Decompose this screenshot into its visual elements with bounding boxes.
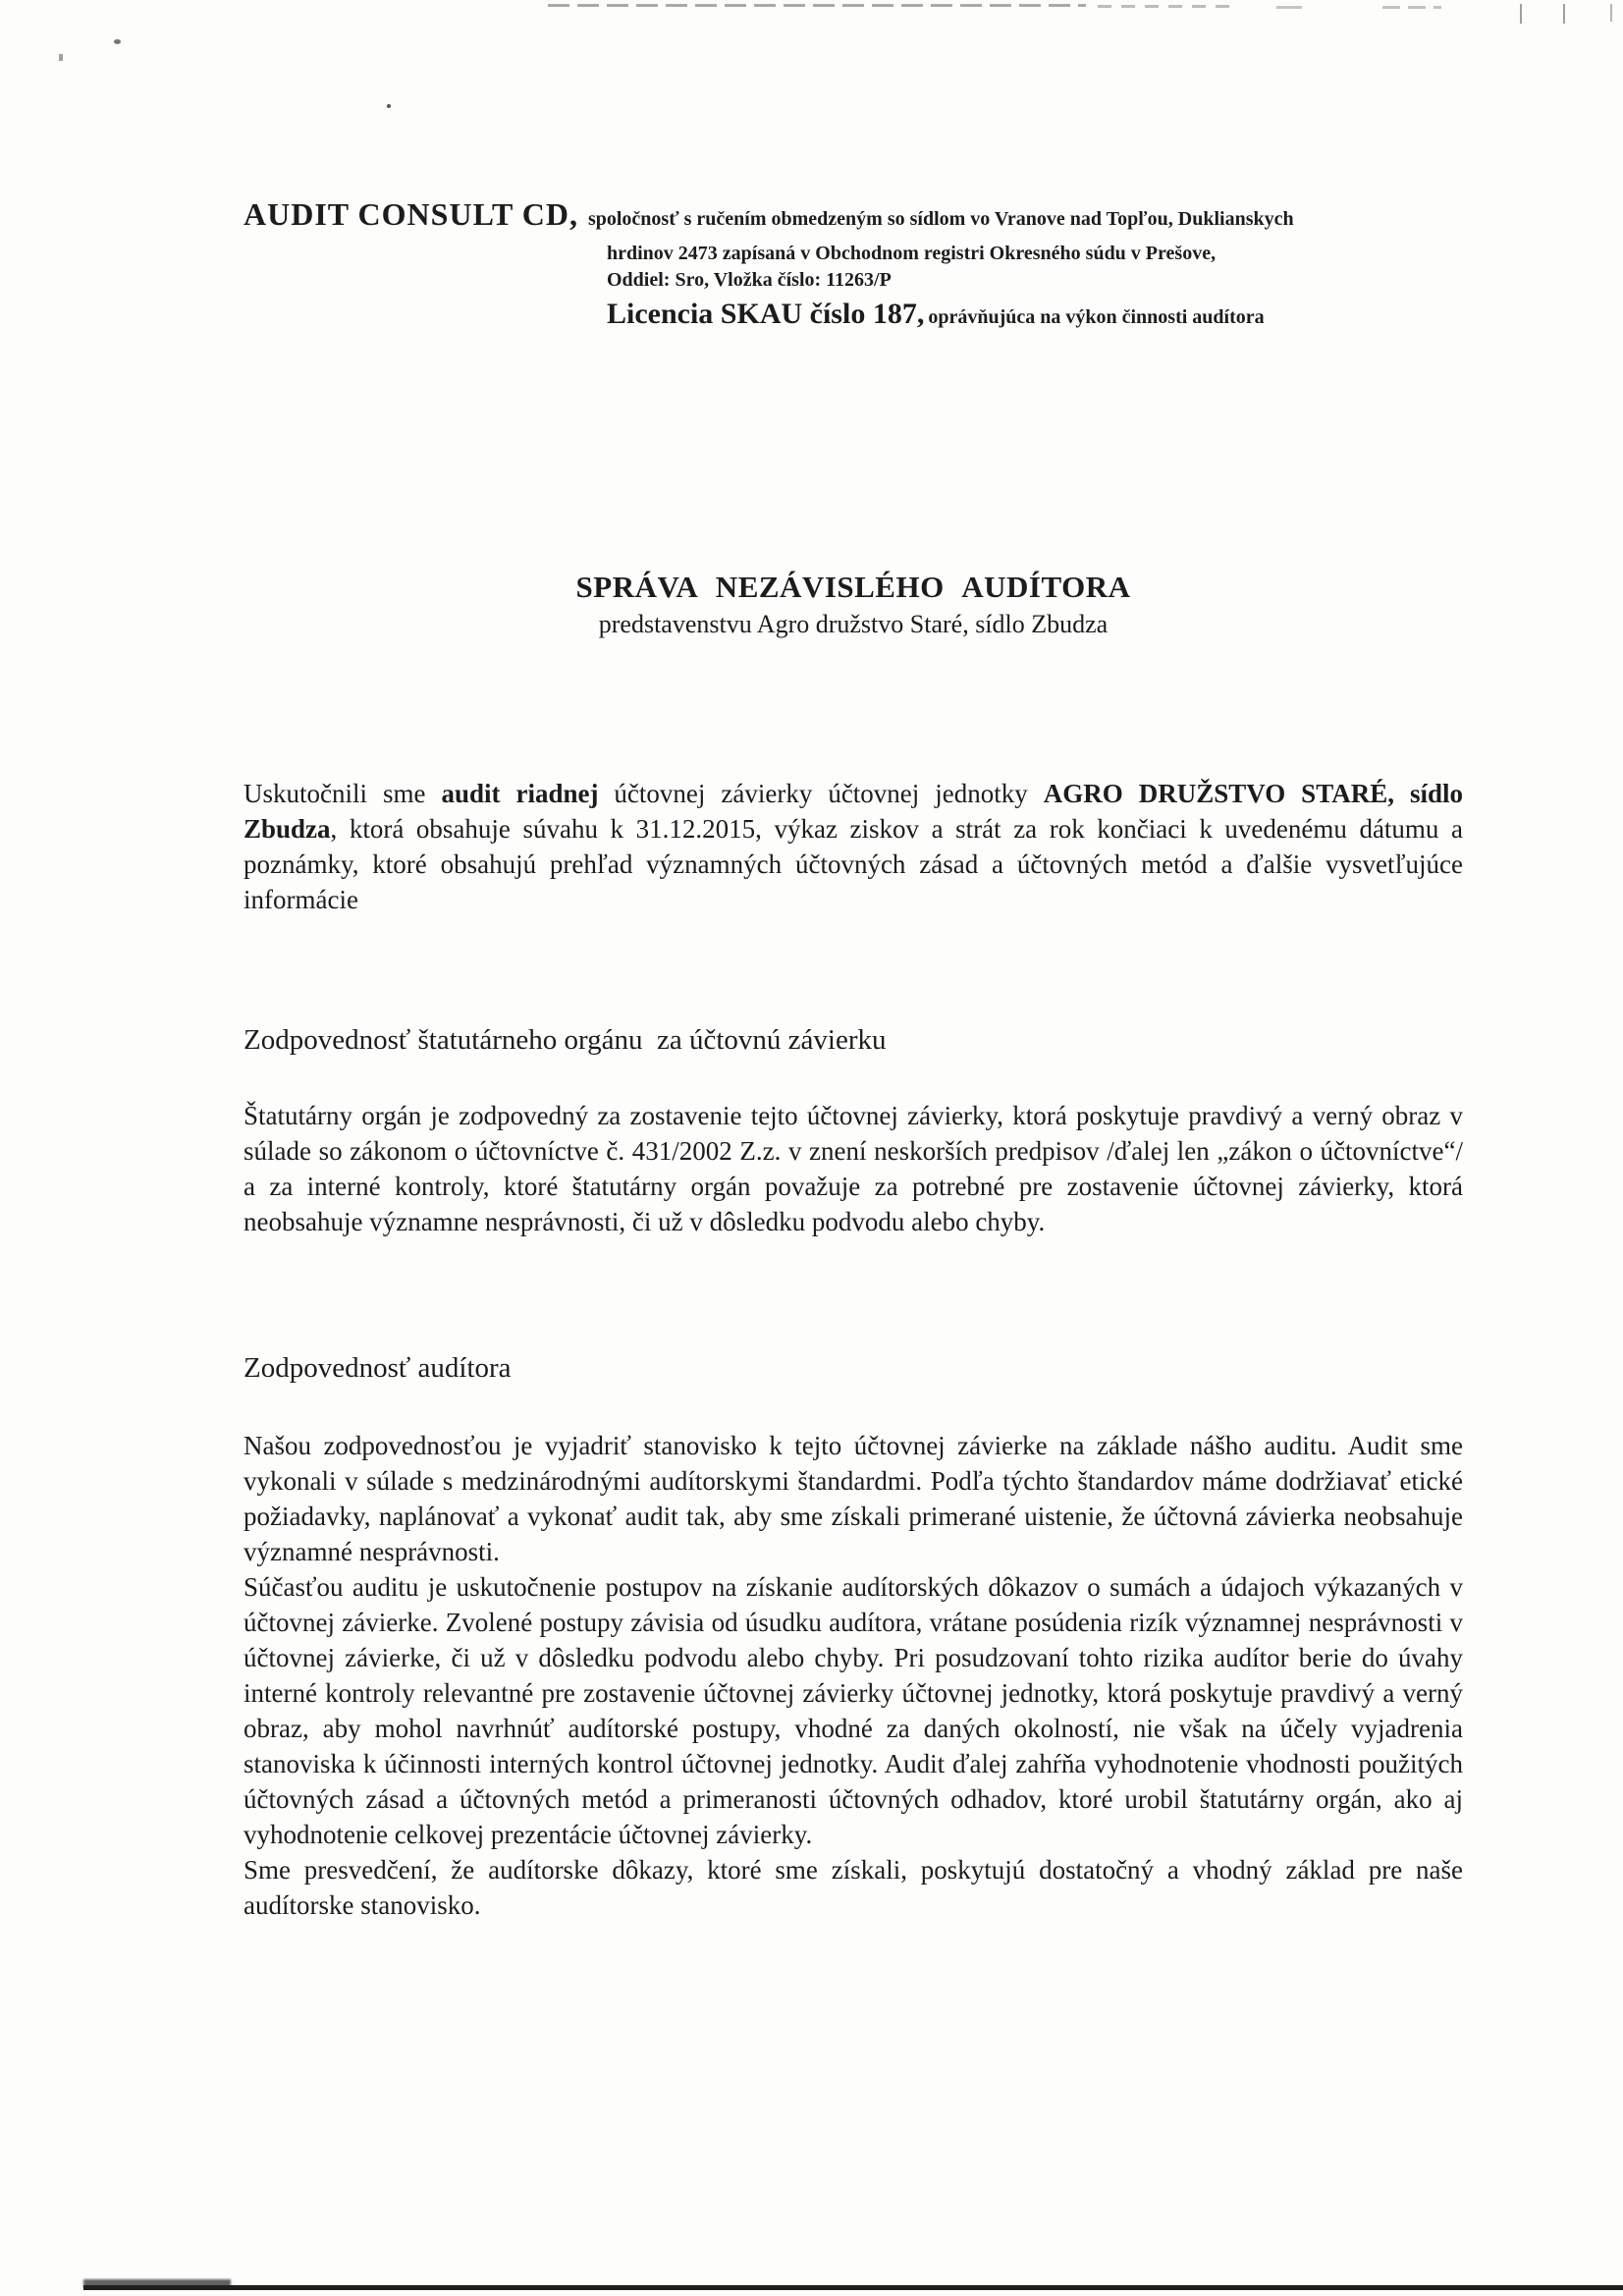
license-line [607,294,1463,340]
document-subtitle: predstavenstvu Agro družstvo Staré, sídlo Zbudza [598,610,1109,638]
intro-segment: účtovnej závierky účtovnej jednotky [598,779,1044,808]
section-heading-auditor-responsibility: Zodpovednosť audítora [243,1352,512,1384]
company-name: AUDIT CONSULT CD, [243,196,578,232]
document-title: SPRÁVA NEZÁVISLÉHO AUDÍTORA [575,570,1131,604]
intro-segment-bold: audit riadnej [441,779,599,808]
section-heading-statutory-responsibility: Zodpovednosť štatutárneho orgánu za účtovnú závierku [243,1024,887,1056]
license-number: Licencia SKAU číslo 187, [607,298,925,330]
document-content [243,194,1463,1923]
title-block [243,568,1463,642]
scan-artifact-top-dashes [1098,5,1235,8]
paragraph-auditor-1: Našou zodpovednosťou je vyjadriť stanovisko k tejto účtovnej závierke na základe nášho auditu. Audit sme vykonali v súlade s medzinárodnými audítorskymi štandardmi. Podľa týchto štandardov máme dodržiavať etické požiadavky, naplánovať a vykonať audit tak, aby sme získali primerané uistenie, že účtovná závierka neobsahuje významné nesprávnosti. [243,1431,1463,1566]
scan-artifact-tick [1520,4,1522,24]
company-registry-line: Oddiel: Sro, Vložka číslo: 11263/P [607,269,892,291]
scan-artifact-speck [59,54,63,61]
license-suffix: oprávňujúca na výkon činnosti audítora [928,306,1265,328]
scan-artifact-speck [114,39,121,44]
scan-artifact-top-dash [1276,6,1302,9]
intro-paragraph [243,776,1463,917]
paragraph-auditor-2: Súčasťou auditu je uskutočnenie postupov na získanie audítorských dôkazov o sumách a údajoch výkazaných v účtovnej závierke. Zvolené postupy závisia od úsudku audítora, vrátane posúdenia rizík významnej nesprávnosti v účtovnej závierke, či už v dôsledku podvodu alebo chyby. Pri posudzovaní tohto rizika audítor berie do úvahy interné kontroly relevantné pre zostavenie účtovnej závierky účtovnej jednotky, ktorá poskytuje pravdivý a verný obraz, aby mohol navrhnúť audítorské postupy, vhodné za daných okolností, nie však na účely vyjadrenia stanoviska k účinnosti interných kontrol účtovnej jednotky. Audit ďalej zahŕňa vyhodnotenie vhodnosti použitých účtovných zásad a účtovných metód a primeranosti účtovných odhadov, ktoré urobil štatutárny orgán, ako aj vyhodnotenie celkovej prezentácie účtovnej závierky. [243,1572,1463,1849]
intro-segment: , ktorá obsahuje súvahu k 31.12.2015, výkaz ziskov a strát za rok končiaci k uvedenému dátumu a poznámky, ktoré obsahujú prehľad významných účtovných zásad a účtovných metód a ďalšie vysvetľujúce informácie [243,814,1463,914]
scan-artifact-top-dashes [548,4,1086,7]
paragraph-statutory-responsibility: Štatutárny orgán je zodpovedný za zostavenie tejto účtovnej závierky, ktorá poskytuje pravdivý a verný obraz v súlade so zákonom o účtovníctve č. 431/2002 Z.z. v znení neskorších predpisov /ďalej len „zákon o účtovníctve“/ a za interné kontroly, ktoré štatutárny orgán považuje za potrebné pre zostavenie účtovnej závierky, ktorá neobsahuje významne nesprávnosti, či už v dôsledku podvodu alebo chyby. [243,1101,1463,1236]
scan-artifact-top-dash [1382,6,1441,9]
scan-artifact-bottom-smudge [83,2279,231,2288]
letterhead [243,194,1463,340]
company-description-line-2: hrdinov 2473 zapísaná v Obchodnom registri Okresného súdu v Prešove, [607,243,1217,264]
company-description-line-1: spoločnosť s ručením obmedzeným so sídlom vo Vranove nad Topľou, Duklianskych [587,208,1294,230]
scan-artifact-tick [1563,4,1565,24]
intro-segment-bold: AGRO DRUŽSTVO STARÉ, sídlo Zbudza [243,779,1463,844]
paragraph-auditor-3: Sme presvedčení, že audítorske dôkazy, ktoré sme získali, poskytujú dostatočný a vhodný základ pre naše audítorske stanovisko. [243,1855,1463,1920]
scan-artifact-bottom-line [83,2285,1623,2290]
auditor-responsibility-paragraphs [243,1428,1463,1923]
intro-segment: Uskutočnili sme [243,779,442,808]
scan-artifact-tick [1610,4,1612,22]
letterhead-line-1 [243,194,1463,241]
scan-artifact-speck [387,104,391,108]
